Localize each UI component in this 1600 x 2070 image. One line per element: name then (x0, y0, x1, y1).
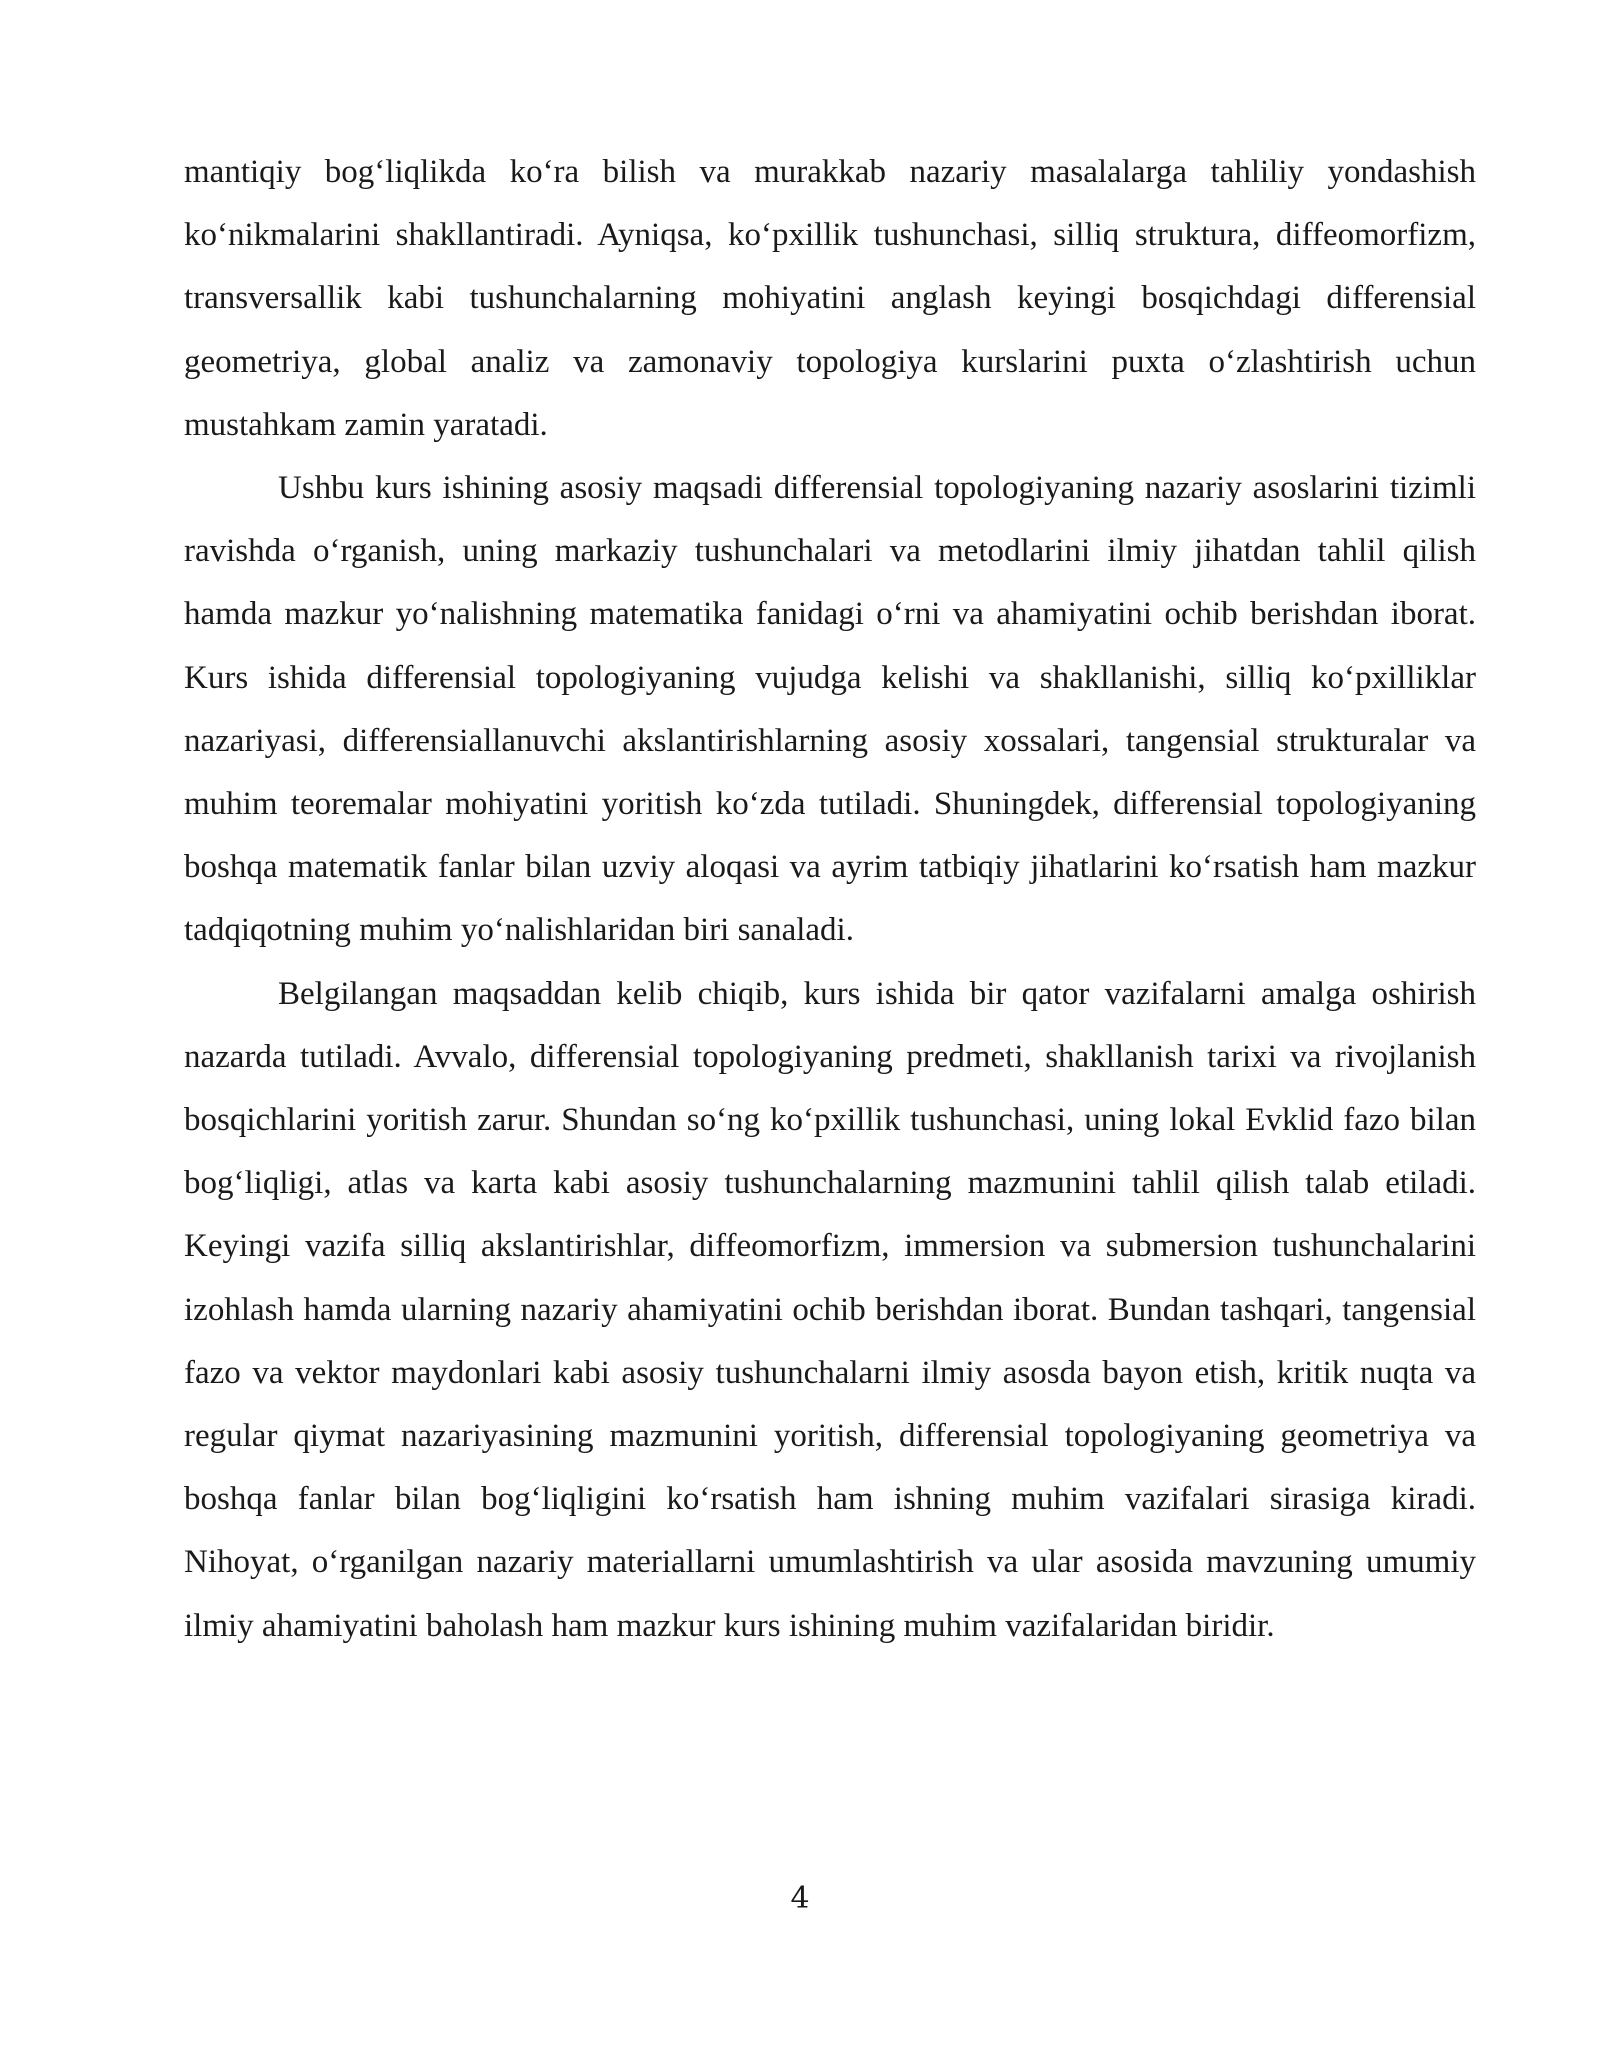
page-number: 4 (790, 1881, 810, 1916)
paragraph-tasks: Belgilangan maqsaddan kelib chiqib, kurs ishida bir qator vazifalarni amalga oshirish nazarda tutiladi. Avvalo, differensial topologiyaning predmeti, shakllanish tarixi va rivojlanish bosqichlarini yoritish zarur. Shundan so‘ng ko‘pxillik tushunchasi, uning lokal Evklid fazo bilan bog‘liqligi, atlas va karta kabi asosiy tushunchalarning mazmunini tahlil qilish talab etiladi. Keyingi vazifa silliq akslantirishlar, diffeomorfizm, immersion va submersion tushunchalarini izohlash hamda ularning nazariy ahamiyatini ochib berishdan iborat. Bundan tashqari, tangensial fazo va vektor maydonlari kabi asosiy tushunchalarni ilmiy asosda bayon etish, kritik nuqta va regular qiymat nazariyasining mazmunini yoritish, differensial topologiyaning geometriya va boshqa fanlar bilan bog‘liqligini ko‘rsatish ham ishning muhim vazifalari sirasiga kiradi. Nihoyat, o‘rganilgan nazariy materiallarni umumlashtirish va ular asosida mavzuning umumiy ilmiy ahamiyatini baholash ham mazkur kurs ishining muhim vazifalaridan biridir. (184, 975, 1476, 1644)
paragraph-continuation: mantiqiy bog‘liqlikda ko‘ra bilish va murakkab nazariy masalalarga tahliliy yondashish ko‘nikmalarini shakllantiradi. Ayniqsa, ko‘pxillik tushunchasi, silliq struktura, diffeomorfizm, transversallik kabi tushunchalarning mohiyatini anglash keyingi bosqichdagi differensial geometriya, global analiz va zamonaviy topologiya kurslarini puxta o‘zlashtirish uchun mustahkam zamin yaratadi. (184, 154, 1476, 443)
paragraph-objective: Ushbu kurs ishining asosiy maqsadi differensial topologiyaning nazariy asoslarini tizimli ravishda o‘rganish, uning markaziy tushunchalari va metodlarini ilmiy jihatdan tahlil qilish hamda mazkur yo‘nalishning matematika fanidagi o‘rni va ahamiyatini ochib berishdan iborat. Kurs ishida differensial topologiyaning vujudga kelishi va shakllanishi, silliq ko‘pxilliklar nazariyasi, differensiallanuvchi akslantirishlarning asosiy xossalari, tangensial strukturalar va muhim teoremalar mohiyatini yoritish ko‘zda tutiladi. Shuningdek, differensial topologiyaning boshqa matematik fanlar bilan uzviy aloqasi va ayrim tatbiqiy jihatlarini ko‘rsatish ham mazkur tadqiqotning muhim yo‘nalishlaridan biri sanaladi. (184, 470, 1476, 949)
body-text (184, 141, 1476, 1658)
